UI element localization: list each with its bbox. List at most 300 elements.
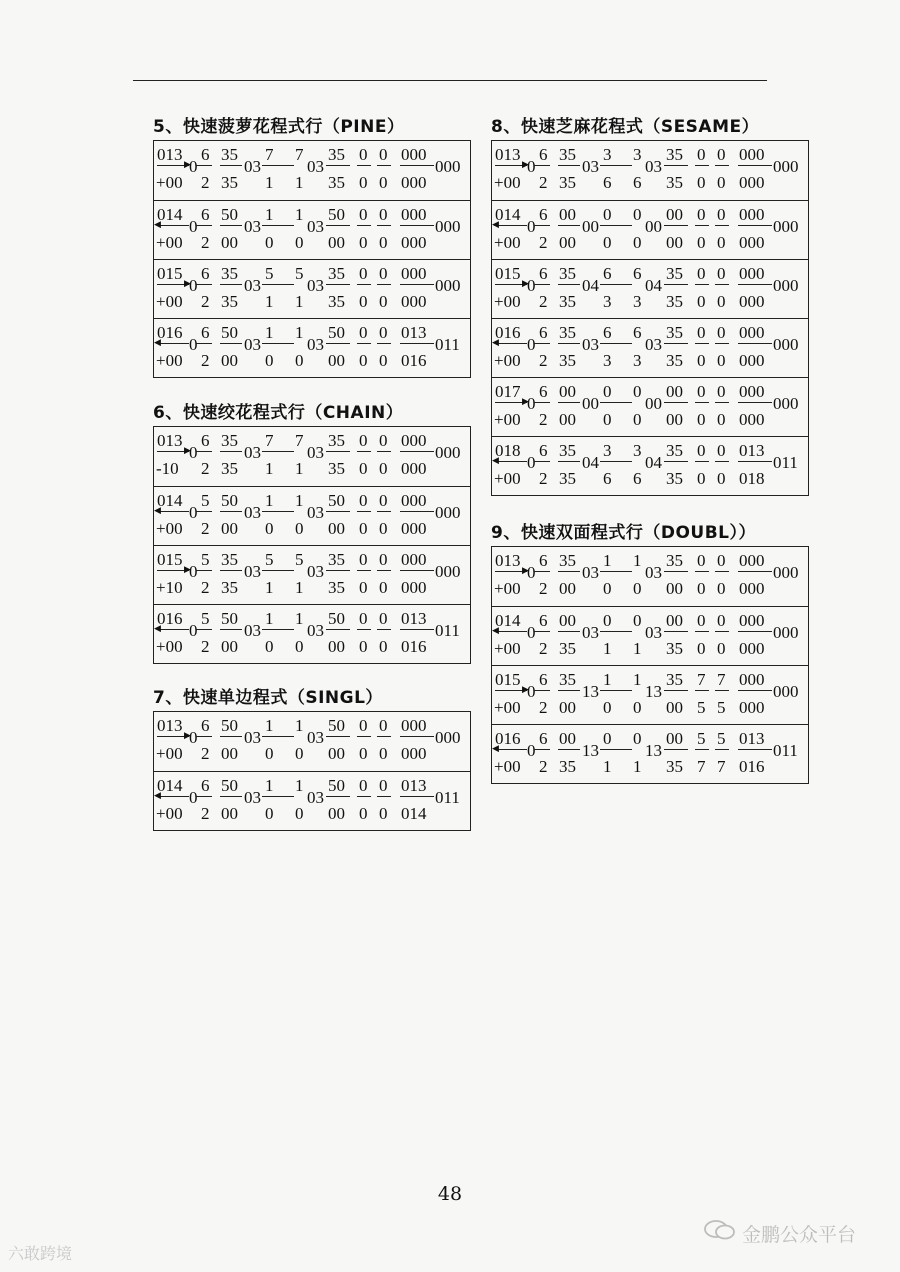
yarn-a-bottom: 0: [359, 804, 368, 823]
offset-value: +00: [494, 292, 521, 311]
fraction-bar: [600, 402, 632, 403]
needle-front-top: 1: [603, 551, 612, 570]
needle-front-top: 0: [603, 205, 612, 224]
fraction-bar: [196, 511, 212, 512]
fraction-bar: [695, 343, 709, 344]
needle-back-bottom: 6: [633, 173, 642, 192]
yarn-b-bottom: 0: [379, 351, 388, 370]
program-table: [491, 546, 809, 784]
fraction-bar: [400, 165, 434, 166]
fraction-bar: [664, 690, 688, 691]
yarn-b-bottom: 0: [379, 233, 388, 252]
needle-back-top: 3: [633, 441, 642, 460]
needle-back-top: 1: [633, 551, 642, 570]
needle-front-bottom: 0: [603, 698, 612, 717]
needle-back-bottom: 0: [633, 698, 642, 717]
cam-front-bottom: 00: [221, 519, 238, 538]
repeat-value: 000: [435, 728, 461, 747]
fraction-bar: [262, 736, 294, 737]
arrow-head-icon: ▶: [522, 566, 529, 576]
needle-back-top: 0: [633, 382, 642, 401]
density-top: 6: [539, 382, 548, 401]
direction-zero: 0: [189, 788, 198, 807]
cam-front-bottom: 35: [559, 469, 576, 488]
jump-top: 000: [401, 491, 427, 510]
fraction-bar: [220, 796, 242, 797]
course-number: 015: [157, 264, 183, 283]
fraction-bar: [262, 796, 294, 797]
needle-front-bottom: 0: [265, 804, 274, 823]
direction-zero: 0: [527, 741, 536, 760]
cam-front-top: 00: [559, 611, 576, 630]
offset-value: +00: [156, 519, 183, 538]
needle-back-top: 0: [633, 729, 642, 748]
jump-bottom: 000: [401, 292, 427, 311]
fraction-bar: [600, 461, 632, 462]
fraction-bar: [715, 225, 729, 226]
cam-back-bottom: 00: [328, 804, 345, 823]
yarn-a-bottom: 0: [697, 173, 706, 192]
cam-front-bottom: 00: [221, 233, 238, 252]
jump-top: 000: [401, 431, 427, 450]
yarn-b-bottom: 0: [379, 637, 388, 656]
yarn-b-bottom: 0: [379, 292, 388, 311]
needle-front-top: 3: [603, 145, 612, 164]
needle-front-bottom: 1: [265, 578, 274, 597]
table-row: [492, 665, 808, 724]
fraction-bar: [558, 690, 580, 691]
jump-bottom: 000: [401, 173, 427, 192]
system-code: 04: [645, 453, 662, 472]
fraction-bar: [715, 284, 729, 285]
yarn-b-top: 0: [379, 145, 388, 164]
section-title: 5、快速菠萝花程式行（PINE）: [153, 117, 405, 137]
needle-front-bottom: 0: [603, 579, 612, 598]
table-row: [492, 377, 808, 436]
direction-zero: 0: [189, 276, 198, 295]
fraction-bar: [600, 571, 632, 572]
cam-front-bottom: 35: [559, 757, 576, 776]
offset-value: +00: [494, 410, 521, 429]
density-top: 5: [201, 491, 210, 510]
system-code: 03: [645, 563, 662, 582]
arrow-head-icon: ▶: [522, 685, 529, 695]
repeat-value: 000: [435, 276, 461, 295]
jump-top: 000: [401, 550, 427, 569]
system-code: 00: [645, 217, 662, 236]
course-number: 014: [157, 776, 183, 795]
needle-back-top: 6: [633, 264, 642, 283]
yarn-a-bottom: 0: [697, 469, 706, 488]
needle-back-bottom: 0: [633, 579, 642, 598]
system-code: 03: [244, 276, 261, 295]
yarn-a-bottom: 0: [359, 637, 368, 656]
density-top: 6: [539, 551, 548, 570]
needle-back-bottom: 0: [295, 744, 304, 763]
fraction-bar: [664, 165, 688, 166]
course-number: 013: [495, 551, 521, 570]
yarn-a-bottom: 0: [697, 579, 706, 598]
yarn-b-top: 0: [717, 611, 726, 630]
cam-back-top: 35: [328, 264, 345, 283]
yarn-a-bottom: 0: [359, 744, 368, 763]
system-code: 03: [582, 623, 599, 642]
cam-back-bottom: 35: [666, 292, 683, 311]
table-row: [154, 141, 470, 200]
fraction-bar: [534, 284, 550, 285]
density-top: 6: [539, 145, 548, 164]
jump-bottom: 000: [739, 351, 765, 370]
yarn-a-top: 0: [697, 611, 706, 630]
jump-top: 000: [401, 716, 427, 735]
yarn-a-bottom: 0: [359, 351, 368, 370]
repeat-value: 000: [773, 623, 799, 642]
yarn-a-top: 0: [359, 205, 368, 224]
yarn-b-top: 0: [717, 382, 726, 401]
fraction-bar: [400, 343, 434, 344]
cam-front-bottom: 35: [221, 459, 238, 478]
table-row: [492, 200, 808, 259]
yarn-b-bottom: 0: [717, 469, 726, 488]
jump-top: 000: [401, 264, 427, 283]
offset-value: +00: [494, 233, 521, 252]
needle-back-bottom: 6: [633, 469, 642, 488]
yarn-b-bottom: 0: [717, 579, 726, 598]
course-number: 013: [157, 716, 183, 735]
needle-front-top: 1: [265, 491, 274, 510]
density-bottom: 2: [539, 469, 548, 488]
needle-back-bottom: 3: [633, 351, 642, 370]
density-bottom: 2: [201, 804, 210, 823]
system-code: 03: [645, 157, 662, 176]
needle-back-bottom: 1: [295, 459, 304, 478]
yarn-b-bottom: 0: [379, 578, 388, 597]
fraction-bar: [600, 690, 632, 691]
needle-back-bottom: 0: [295, 233, 304, 252]
fraction-bar: [357, 225, 371, 226]
density-bottom: 2: [201, 173, 210, 192]
repeat-value: 000: [773, 276, 799, 295]
repeat-value: 011: [435, 335, 460, 354]
jump-top: 000: [739, 323, 765, 342]
system-code: 03: [244, 788, 261, 807]
needle-front-bottom: 0: [603, 410, 612, 429]
density-bottom: 2: [201, 519, 210, 538]
system-code: 03: [307, 728, 324, 747]
yarn-a-bottom: 0: [697, 639, 706, 658]
fraction-bar: [326, 570, 350, 571]
offset-value: +00: [494, 579, 521, 598]
density-top: 6: [539, 670, 548, 689]
fraction-bar: [695, 690, 709, 691]
cam-front-top: 35: [559, 264, 576, 283]
needle-back-top: 1: [295, 776, 304, 795]
cam-front-top: 50: [221, 609, 238, 628]
section-sesame: [491, 114, 809, 496]
cam-back-bottom: 00: [666, 579, 683, 598]
fraction-bar: [196, 165, 212, 166]
fraction-bar: [558, 631, 580, 632]
fraction-bar: [738, 402, 772, 403]
system-code: 03: [645, 335, 662, 354]
direction-zero: 0: [189, 335, 198, 354]
system-code: 03: [244, 157, 261, 176]
needle-front-top: 0: [603, 382, 612, 401]
fraction-bar: [534, 749, 550, 750]
table-row: [154, 427, 470, 486]
yarn-b-top: 0: [379, 431, 388, 450]
fraction-bar: [326, 629, 350, 630]
arrow-head-icon: ▶: [522, 160, 529, 170]
system-code: 00: [645, 394, 662, 413]
density-top: 6: [539, 729, 548, 748]
course-number: 014: [157, 491, 183, 510]
fraction-bar: [377, 225, 391, 226]
fraction-bar: [715, 631, 729, 632]
arrow-left-icon: [495, 461, 527, 462]
fraction-bar: [220, 570, 242, 571]
fraction-bar: [400, 629, 434, 630]
arrow-head-icon: ◀: [154, 624, 161, 634]
cam-back-top: 00: [666, 611, 683, 630]
table-row: [492, 547, 808, 606]
yarn-a-top: 0: [359, 323, 368, 342]
cam-back-bottom: 00: [328, 519, 345, 538]
fraction-bar: [357, 570, 371, 571]
course-number: 016: [157, 323, 183, 342]
system-code: 03: [307, 217, 324, 236]
direction-zero: 0: [527, 563, 536, 582]
yarn-b-bottom: 0: [379, 459, 388, 478]
needle-front-bottom: 0: [265, 351, 274, 370]
system-code: 13: [645, 682, 662, 701]
density-top: 6: [201, 776, 210, 795]
system-code: 04: [582, 276, 599, 295]
fraction-bar: [534, 402, 550, 403]
fraction-bar: [558, 571, 580, 572]
yarn-b-top: 0: [379, 491, 388, 510]
jump-bottom: 000: [739, 579, 765, 598]
cam-back-bottom: 35: [666, 639, 683, 658]
cam-front-bottom: 00: [559, 698, 576, 717]
needle-front-top: 7: [265, 145, 274, 164]
system-code: 03: [582, 563, 599, 582]
jump-top: 000: [401, 145, 427, 164]
jump-bottom: 016: [401, 637, 427, 656]
fraction-bar: [326, 736, 350, 737]
fraction-bar: [715, 571, 729, 572]
cam-back-top: 50: [328, 205, 345, 224]
yarn-b-top: 0: [379, 776, 388, 795]
fraction-bar: [558, 402, 580, 403]
yarn-a-bottom: 0: [359, 233, 368, 252]
system-code: 03: [244, 503, 261, 522]
fraction-bar: [738, 343, 772, 344]
yarn-a-bottom: 0: [697, 233, 706, 252]
fraction-bar: [715, 165, 729, 166]
needle-front-bottom: 0: [265, 744, 274, 763]
table-row: [154, 318, 470, 377]
cam-back-bottom: 35: [328, 578, 345, 597]
density-bottom: 2: [539, 698, 548, 717]
course-number: 014: [495, 611, 521, 630]
fraction-bar: [196, 343, 212, 344]
course-number: 016: [495, 729, 521, 748]
density-bottom: 2: [201, 292, 210, 311]
arrow-head-icon: ◀: [492, 456, 499, 466]
yarn-a-top: 0: [697, 205, 706, 224]
cam-back-bottom: 35: [666, 351, 683, 370]
arrow-head-icon: ◀: [492, 744, 499, 754]
density-bottom: 2: [201, 459, 210, 478]
arrow-head-icon: ▶: [184, 731, 191, 741]
fraction-bar: [600, 165, 632, 166]
yarn-a-bottom: 0: [359, 459, 368, 478]
cam-front-top: 35: [559, 551, 576, 570]
system-code: 03: [307, 335, 324, 354]
density-top: 6: [539, 441, 548, 460]
cam-front-top: 00: [559, 382, 576, 401]
yarn-b-bottom: 0: [379, 519, 388, 538]
arrow-head-icon: ◀: [154, 506, 161, 516]
system-code: 03: [307, 788, 324, 807]
yarn-b-top: 0: [379, 550, 388, 569]
course-number: 014: [495, 205, 521, 224]
fraction-bar: [664, 343, 688, 344]
cam-front-bottom: 35: [221, 578, 238, 597]
course-number: 018: [495, 441, 521, 460]
cam-front-bottom: 00: [221, 744, 238, 763]
section-singl: [153, 685, 471, 831]
system-code: 03: [244, 728, 261, 747]
jump-top: 013: [401, 776, 427, 795]
fraction-bar: [220, 343, 242, 344]
fraction-bar: [664, 461, 688, 462]
yarn-a-bottom: 0: [359, 173, 368, 192]
table-row: [154, 604, 470, 663]
fraction-bar: [262, 511, 294, 512]
jump-bottom: 000: [739, 698, 765, 717]
fraction-bar: [262, 284, 294, 285]
needle-front-top: 7: [265, 431, 274, 450]
fraction-bar: [534, 631, 550, 632]
needle-front-top: 1: [603, 670, 612, 689]
jump-bottom: 000: [739, 410, 765, 429]
cam-back-bottom: 00: [328, 637, 345, 656]
yarn-a-top: 0: [359, 264, 368, 283]
needle-back-top: 0: [633, 205, 642, 224]
cam-front-top: 50: [221, 205, 238, 224]
needle-front-top: 3: [603, 441, 612, 460]
repeat-value: 000: [435, 503, 461, 522]
repeat-value: 000: [773, 394, 799, 413]
fraction-bar: [695, 749, 709, 750]
fraction-bar: [196, 736, 212, 737]
program-table: [153, 711, 471, 831]
fraction-bar: [196, 284, 212, 285]
yarn-a-top: 0: [359, 145, 368, 164]
fraction-bar: [262, 451, 294, 452]
section-chain: [153, 400, 471, 664]
density-bottom: 2: [539, 757, 548, 776]
course-number: 017: [495, 382, 521, 401]
cam-back-top: 00: [666, 382, 683, 401]
needle-front-top: 0: [603, 611, 612, 630]
watermark-left: 六敢跨境: [8, 1244, 73, 1263]
cam-back-top: 50: [328, 323, 345, 342]
fraction-bar: [357, 451, 371, 452]
density-top: 6: [201, 205, 210, 224]
cam-back-bottom: 00: [328, 744, 345, 763]
yarn-a-top: 0: [697, 145, 706, 164]
yarn-b-top: 0: [717, 145, 726, 164]
repeat-value: 000: [773, 563, 799, 582]
direction-zero: 0: [189, 621, 198, 640]
program-table: [153, 426, 471, 664]
page-number: 48: [437, 1183, 463, 1205]
fraction-bar: [558, 343, 580, 344]
jump-bottom: 000: [739, 292, 765, 311]
yarn-b-top: 0: [379, 205, 388, 224]
fraction-bar: [400, 570, 434, 571]
repeat-value: 011: [435, 788, 460, 807]
yarn-a-top: 0: [697, 551, 706, 570]
needle-front-top: 6: [603, 264, 612, 283]
system-code: 03: [244, 562, 261, 581]
system-code: 04: [582, 453, 599, 472]
density-top: 6: [201, 145, 210, 164]
yarn-b-top: 0: [717, 551, 726, 570]
fraction-bar: [196, 225, 212, 226]
fraction-bar: [738, 571, 772, 572]
system-code: 03: [582, 157, 599, 176]
offset-value: +00: [494, 639, 521, 658]
fraction-bar: [357, 343, 371, 344]
fraction-bar: [196, 451, 212, 452]
yarn-b-bottom: 0: [717, 410, 726, 429]
course-number: 016: [157, 609, 183, 628]
yarn-a-bottom: 0: [359, 519, 368, 538]
jump-top: 013: [739, 441, 765, 460]
yarn-a-top: 0: [359, 491, 368, 510]
cam-front-bottom: 35: [221, 173, 238, 192]
fraction-bar: [715, 690, 729, 691]
direction-zero: 0: [189, 503, 198, 522]
fraction-bar: [196, 629, 212, 630]
repeat-value: 000: [773, 682, 799, 701]
jump-bottom: 000: [739, 173, 765, 192]
cam-front-bottom: 35: [221, 292, 238, 311]
density-bottom: 2: [201, 233, 210, 252]
needle-front-top: 1: [265, 716, 274, 735]
needle-front-bottom: 3: [603, 292, 612, 311]
course-number: 015: [495, 670, 521, 689]
system-code: 03: [307, 157, 324, 176]
arrow-head-icon: ▶: [184, 279, 191, 289]
density-top: 6: [201, 264, 210, 283]
jump-bottom: 016: [401, 351, 427, 370]
needle-back-bottom: 0: [295, 804, 304, 823]
fraction-bar: [534, 343, 550, 344]
repeat-value: 000: [773, 335, 799, 354]
repeat-value: 000: [435, 157, 461, 176]
system-code: 04: [645, 276, 662, 295]
yarn-a-top: 5: [697, 729, 706, 748]
system-code: 03: [307, 562, 324, 581]
needle-front-bottom: 1: [265, 459, 274, 478]
offset-value: +00: [156, 292, 183, 311]
density-bottom: 2: [539, 639, 548, 658]
